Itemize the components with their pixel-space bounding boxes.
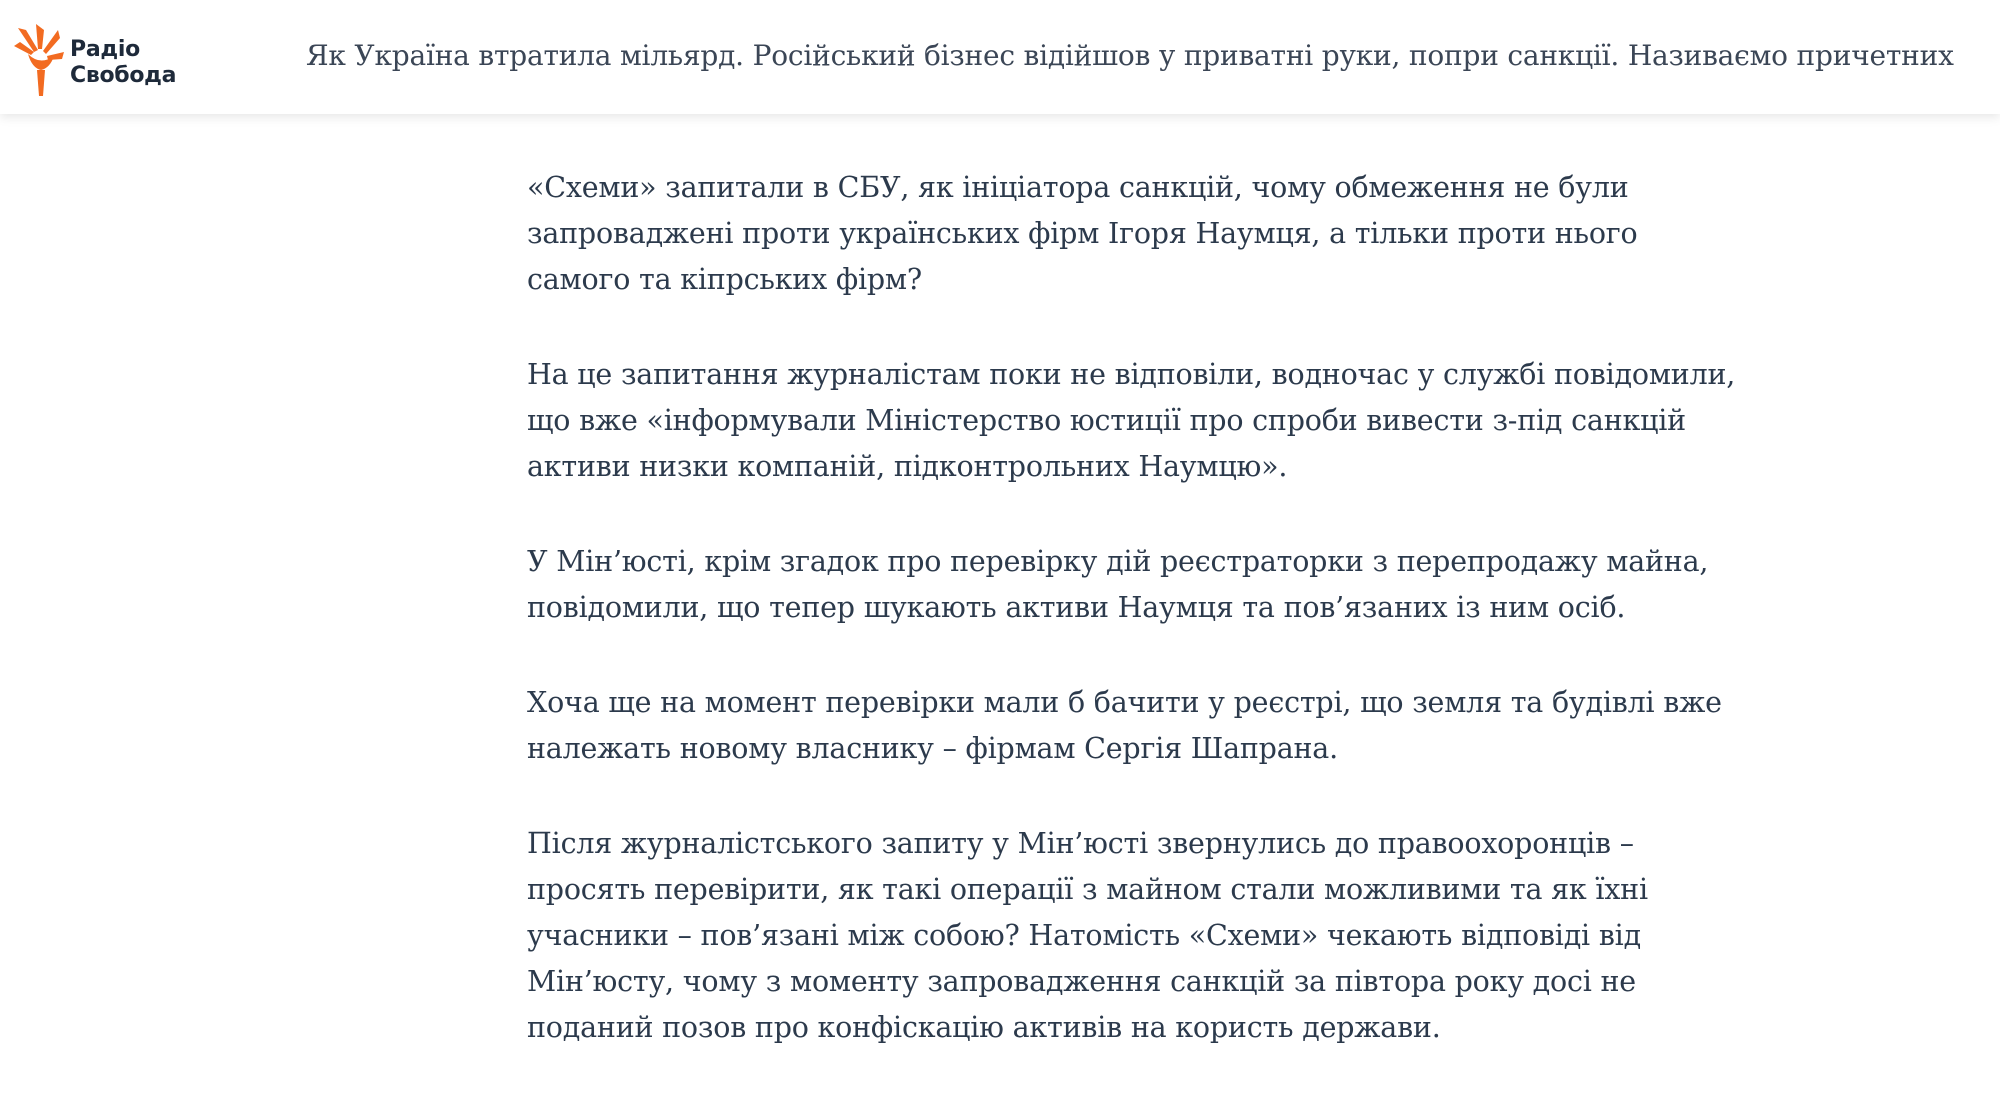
article-body	[527, 165, 1747, 1100]
radio-svoboda-logo[interactable]	[14, 20, 184, 100]
article-headline-link[interactable]: Як Україна втратила мільярд. Російський бізнес відійшов у приватні руки, попри санкції. Називаємо причетних	[306, 39, 1954, 72]
site-header	[0, 0, 2000, 114]
article-paragraph: Хоча ще на момент перевірки мали б бачити у реєстрі, що земля та будівлі вже належать новому власнику – фірмам Сергія Шапрана.	[527, 686, 1722, 765]
article-paragraph: Після журналістського запиту у Мін’юсті звернулись до правоохоронців – просять перевірити, як такі операції з майном стали можливими та як їхні учасники – пов’язані між собою? Натомість «Схеми» чекають відповіді від Мін’юсту, чому з моменту запровадження санкцій за півтора року досі не поданий позов про конфіскацію активів на користь держави.	[527, 827, 1648, 1044]
logo-line-2: Свобода	[70, 63, 177, 88]
article-paragraph: На це запитання журналістам поки не відповіли, водночас у службі повідомили, що вже «інформували Міністерство юстиції про спроби вивести з-під санкцій активи низки компаній, підконтрольних Наумцю».	[527, 358, 1736, 483]
torch-logo-icon	[14, 22, 66, 98]
logo-line-1: Радіо	[70, 37, 140, 62]
logo-wordmark	[70, 37, 176, 89]
article-paragraph: У Мін’юсті, крім згадок про перевірку дій реєстраторки з перепродажу майна, повідомили, що тепер шукають активи Наумця та пов’язаних із ним осіб.	[527, 545, 1709, 624]
article-paragraph: «Схеми» запитали в СБУ, як ініціатора санкцій, чому обмеження не були запроваджені проти українських фірм Ігоря Наумця, а тільки проти нього самого та кіпрських фірм?	[527, 171, 1638, 296]
